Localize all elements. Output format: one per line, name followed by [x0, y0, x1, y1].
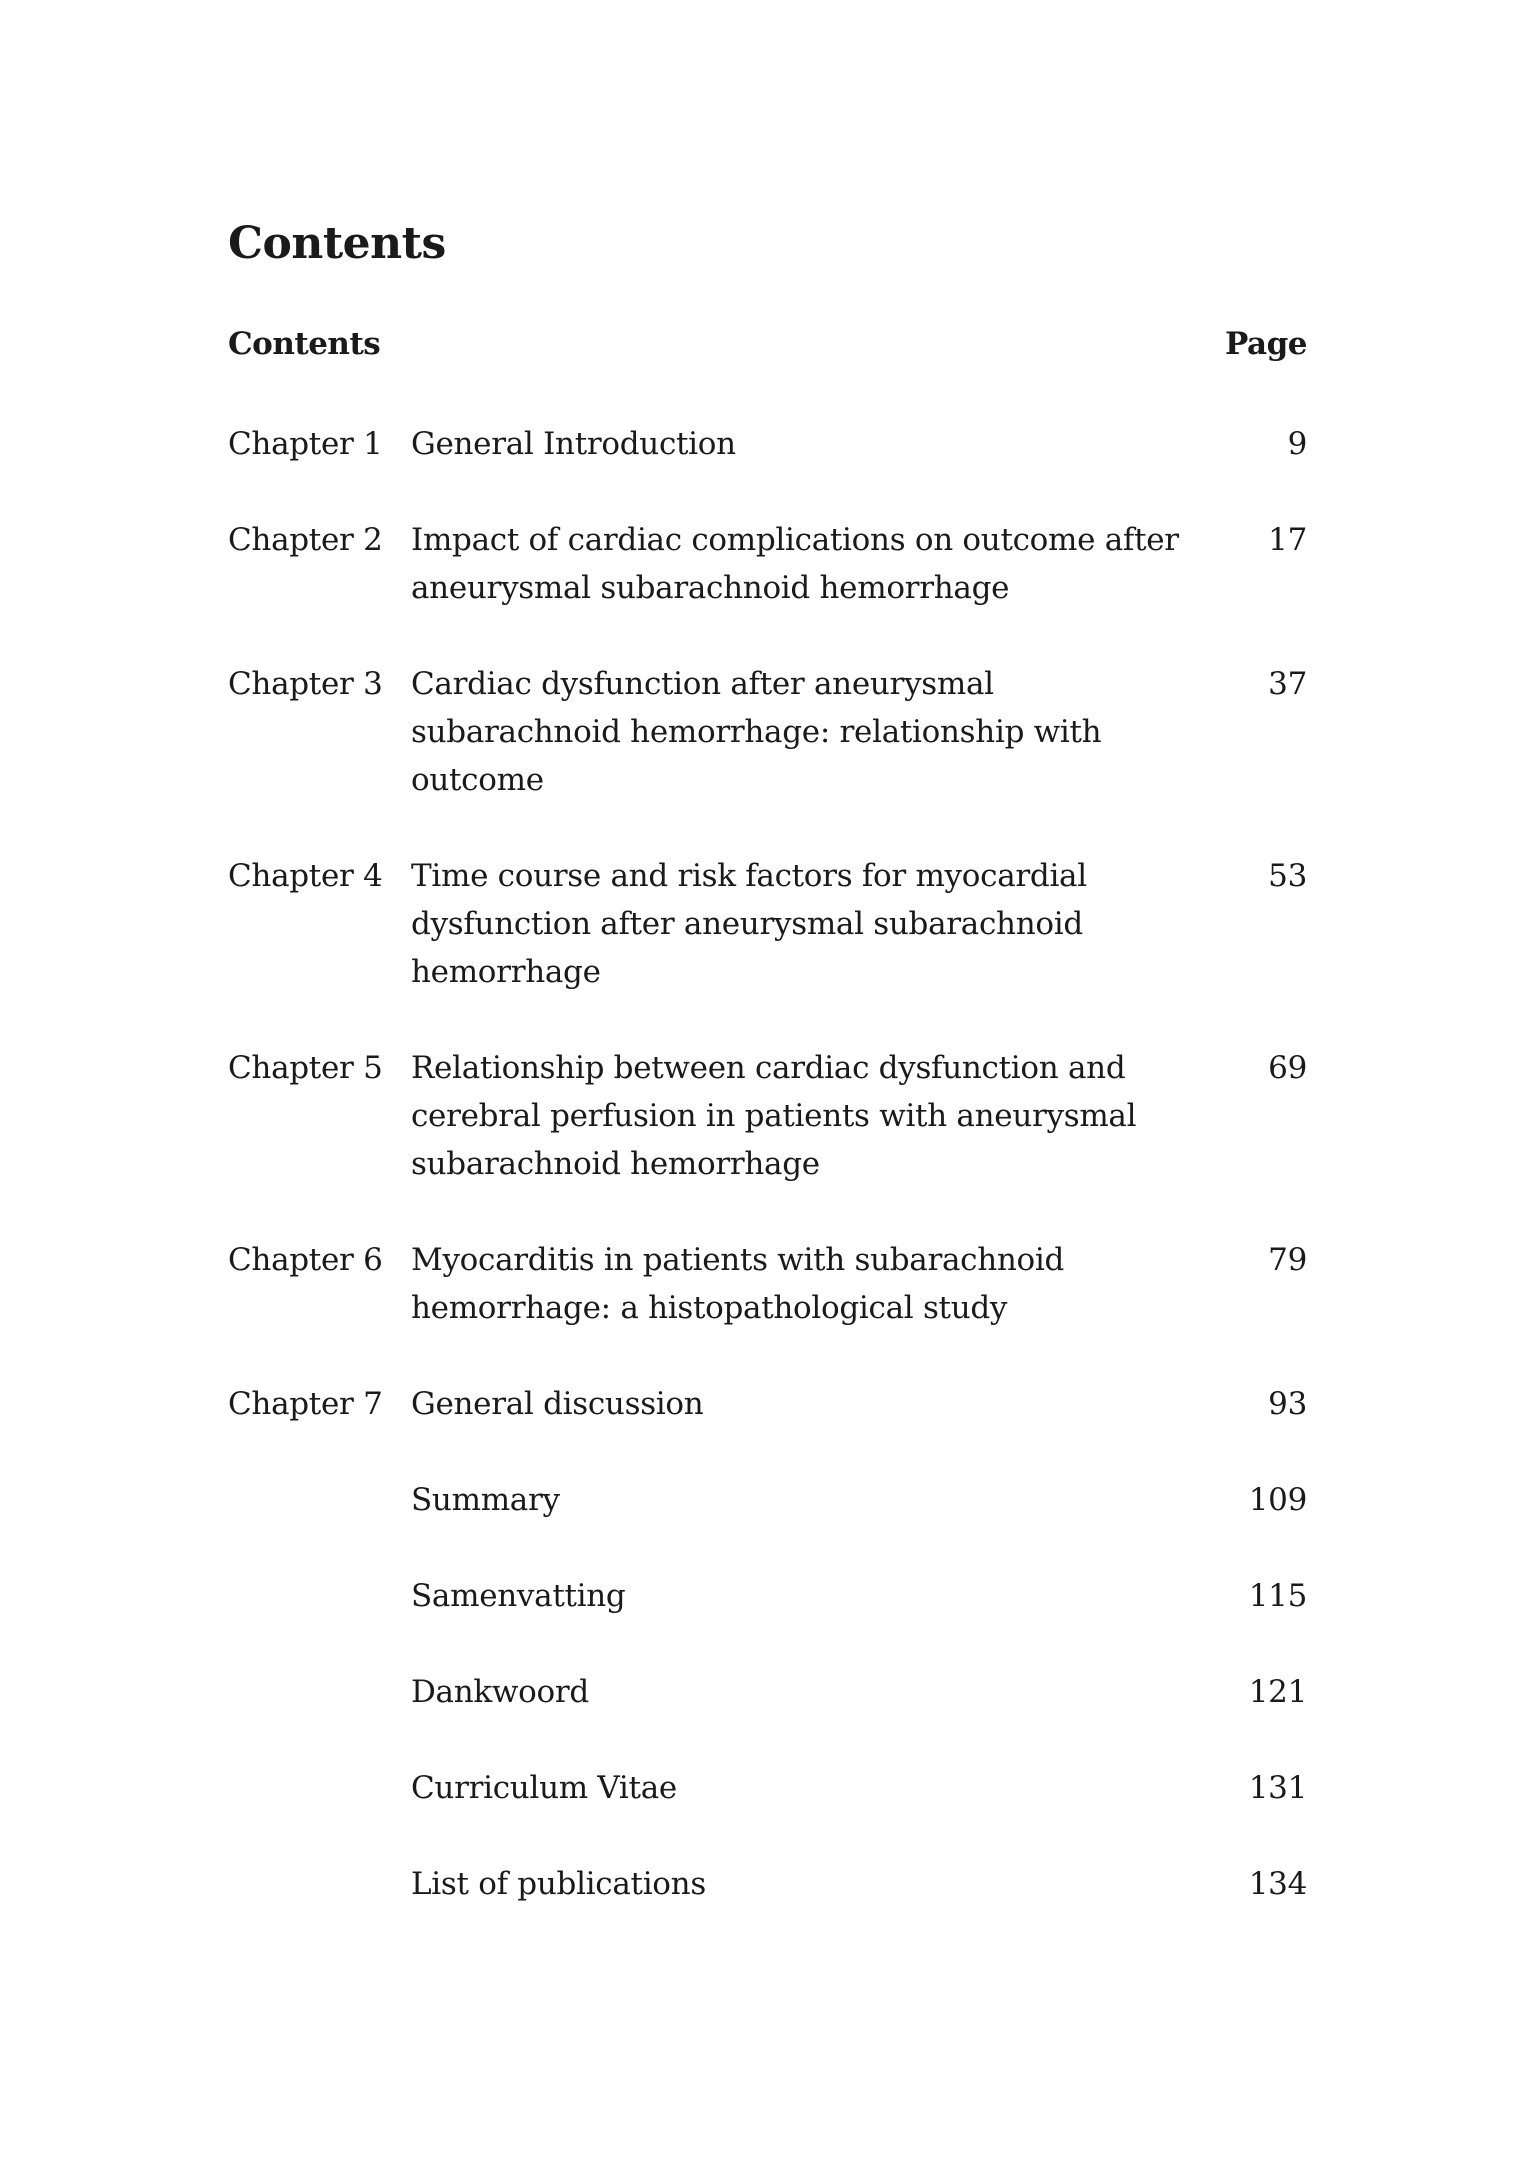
- entry-title: Cardiac dysfunction after aneurysmal subarachnoid hemorrhage: relationship with outcome: [411, 666, 1102, 798]
- page-number: 53: [1268, 858, 1307, 894]
- toc-entry-samenvatting[interactable]: [228, 1572, 1307, 1620]
- toc-entry-chapter-4[interactable]: [228, 852, 1307, 996]
- page-title: Contents: [228, 218, 446, 269]
- entry-title: Impact of cardiac complications on outcome after aneurysmal subarachnoid hemorrhage: [411, 522, 1179, 606]
- toc-entry-dankwoord[interactable]: [228, 1668, 1307, 1716]
- toc-entry-chapter-2[interactable]: [228, 516, 1307, 612]
- page-number: 109: [1248, 1482, 1307, 1518]
- page-number: 121: [1248, 1674, 1307, 1710]
- entry-title: Myocarditis in patients with subarachnoid hemorrhage: a histopathological study: [411, 1242, 1065, 1326]
- entry-title: Curriculum Vitae: [411, 1770, 677, 1806]
- chapter-label: Chapter 1: [228, 426, 383, 462]
- entry-title: General discussion: [411, 1386, 704, 1422]
- toc-entry-chapter-1[interactable]: [228, 420, 1307, 468]
- page-number: 79: [1268, 1242, 1307, 1278]
- entry-title: Time course and risk factors for myocardial dysfunction after aneurysmal subarachnoid hemorrhage: [411, 858, 1087, 990]
- toc-entry-curriculum-vitae[interactable]: [228, 1764, 1307, 1812]
- page-number: 134: [1248, 1866, 1307, 1902]
- toc-header: [228, 326, 1307, 370]
- page-number: 93: [1268, 1386, 1307, 1422]
- page-number: 37: [1268, 666, 1307, 702]
- entry-title: General Introduction: [411, 426, 736, 462]
- entry-title: Dankwoord: [411, 1674, 589, 1710]
- chapter-label: Chapter 7: [228, 1386, 383, 1422]
- chapter-label: Chapter 6: [228, 1242, 383, 1278]
- page-number: 131: [1248, 1770, 1307, 1806]
- toc-header-contents-label: Contents: [228, 326, 381, 362]
- page-number: 17: [1268, 522, 1307, 558]
- entry-title: Samenvatting: [411, 1578, 626, 1614]
- toc-entry-chapter-6[interactable]: [228, 1236, 1307, 1332]
- toc-entry-chapter-5[interactable]: [228, 1044, 1307, 1188]
- page-number: 69: [1268, 1050, 1307, 1086]
- toc-entry-list-of-publications[interactable]: [228, 1860, 1307, 1908]
- toc-entry-chapter-7[interactable]: [228, 1380, 1307, 1428]
- chapter-label: Chapter 2: [228, 522, 383, 558]
- chapter-label: Chapter 5: [228, 1050, 383, 1086]
- toc-entry-summary[interactable]: [228, 1476, 1307, 1524]
- chapter-label: Chapter 3: [228, 666, 383, 702]
- toc-header-page-label: Page: [1225, 326, 1307, 362]
- toc-list: [228, 420, 1307, 1956]
- entry-title: List of publications: [411, 1866, 706, 1902]
- toc-entry-chapter-3[interactable]: [228, 660, 1307, 804]
- chapter-label: Chapter 4: [228, 858, 383, 894]
- page-number: 9: [1287, 426, 1307, 462]
- entry-title: Relationship between cardiac dysfunction and cerebral perfusion in patients with aneurysmal subarachnoid hemorrhage: [411, 1050, 1137, 1182]
- entry-title: Summary: [411, 1482, 560, 1518]
- page-number: 115: [1248, 1578, 1307, 1614]
